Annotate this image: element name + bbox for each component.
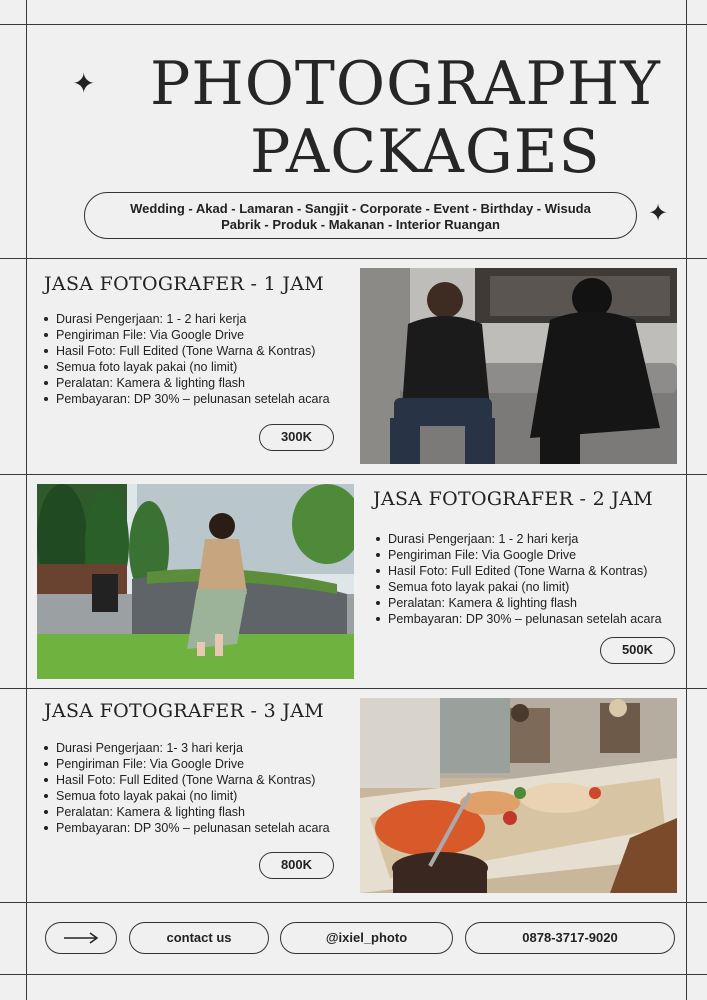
grid-line xyxy=(0,474,707,475)
grid-line xyxy=(26,0,27,1000)
feature-item: Peralatan: Kamera & lighting flash xyxy=(374,595,662,611)
sparkle-icon: ✦ xyxy=(648,200,669,227)
grid-line xyxy=(0,902,707,903)
feature-item: Semua foto layak pakai (no limit) xyxy=(42,359,330,375)
grid-line xyxy=(0,974,707,975)
feature-item: Pengiriman File: Via Google Drive xyxy=(374,547,662,563)
feature-item: Hasil Foto: Full Edited (Tone Warna & Kontras) xyxy=(42,772,330,788)
page-title-line1: PHOTOGRAPHY xyxy=(150,49,661,119)
grid-line xyxy=(0,24,707,25)
feature-item: Pembayaran: DP 30% – pelunasan setelah acara xyxy=(42,391,330,407)
couple-on-sofa-photo xyxy=(360,268,677,464)
graduation-portrait-photo xyxy=(37,484,354,679)
package-title: JASA FOTOGRAFER - 2 JAM xyxy=(373,488,654,510)
feature-item: Pembayaran: DP 30% – pelunasan setelah acara xyxy=(42,820,330,836)
grid-line xyxy=(0,688,707,689)
feature-item: Peralatan: Kamera & lighting flash xyxy=(42,804,330,820)
feature-item: Hasil Foto: Full Edited (Tone Warna & Kontras) xyxy=(42,343,330,359)
package-title: JASA FOTOGRAFER - 3 JAM xyxy=(44,700,325,722)
package-title: JASA FOTOGRAFER - 1 JAM xyxy=(44,273,325,295)
price-badge[interactable]: 300K xyxy=(259,424,334,451)
sparkle-icon: ✦ xyxy=(72,68,96,99)
feature-item: Pengiriman File: Via Google Drive xyxy=(42,756,330,772)
feature-item: Pembayaran: DP 30% – pelunasan setelah acara xyxy=(374,611,662,627)
package-features xyxy=(42,311,330,407)
feature-item: Durasi Pengerjaan: 1 - 2 hari kerja xyxy=(42,311,330,327)
price-badge[interactable]: 800K xyxy=(259,852,334,879)
package-features xyxy=(42,740,330,836)
grid-line xyxy=(0,258,707,259)
feature-item: Durasi Pengerjaan: 1- 3 hari kerja xyxy=(42,740,330,756)
page-title-line2: PACKAGES xyxy=(250,117,601,187)
feature-item: Hasil Foto: Full Edited (Tone Warna & Kontras) xyxy=(374,563,662,579)
feature-item: Peralatan: Kamera & lighting flash xyxy=(42,375,330,391)
arrow-right-icon xyxy=(61,931,101,945)
price-badge[interactable]: 500K xyxy=(600,637,675,664)
categories-line2: Pabrik - Produk - Makanan - Interior Ruangan xyxy=(221,217,500,232)
seafood-buffet-photo xyxy=(360,698,677,893)
feature-item: Durasi Pengerjaan: 1 - 2 hari kerja xyxy=(374,531,662,547)
arrow-button[interactable] xyxy=(45,922,117,954)
feature-item: Semua foto layak pakai (no limit) xyxy=(42,788,330,804)
feature-item: Pengiriman File: Via Google Drive xyxy=(42,327,330,343)
feature-item: Semua foto layak pakai (no limit) xyxy=(374,579,662,595)
package-features xyxy=(374,531,662,627)
instagram-handle[interactable]: @ixiel_photo xyxy=(280,922,453,954)
categories-line1: Wedding - Akad - Lamaran - Sangjit - Corporate - Event - Birthday - Wisuda xyxy=(130,201,591,216)
contact-us-button[interactable]: contact us xyxy=(129,922,269,954)
phone-number[interactable]: 0878-3717-9020 xyxy=(465,922,675,954)
service-categories xyxy=(84,192,637,239)
